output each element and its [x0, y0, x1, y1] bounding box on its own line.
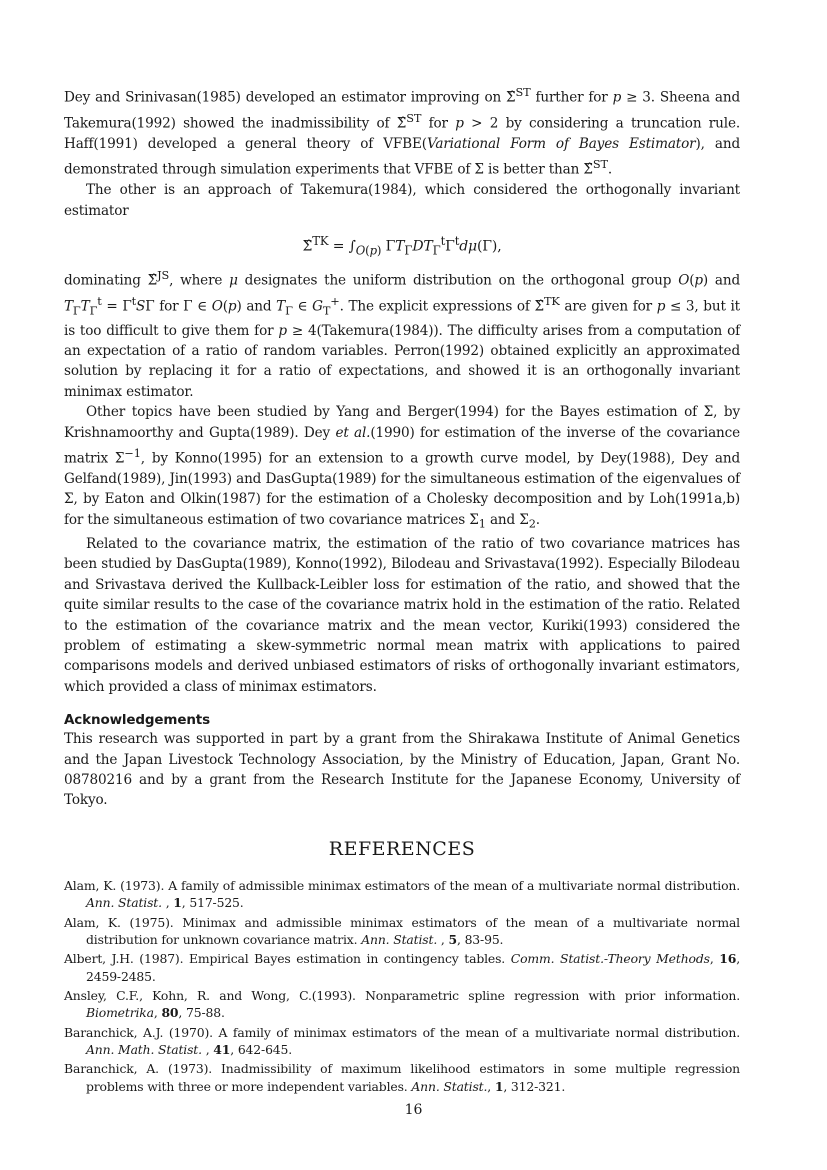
references-heading: REFERENCES	[328, 837, 476, 860]
paper-page	[64, 82, 740, 1097]
reference-item: Alam, K. (1973). A family of admissible minimax estimators of the mean of a multivariate normal distribution. Ann. Statist. , 1, 517-525.	[64, 877, 740, 911]
paragraph-1: Dey and Srinivasan(1985) developed an estimator improving on Σ̂$^{ST}$ further for p ≥ 3. Sheena and Takemura(1992) showed the inadmissibility of Σ̂$^{ST}$ for p > 2 by considering a truncation rule. Haff(1991) developed a general theory of VFBE(Variational Form of Bayes Estimator), and demonstrated through simulation experiments that VFBE of Σ is better than Σ̂$^{ST}$.	[64, 85, 741, 178]
page-number: 16	[404, 1102, 423, 1118]
reference-item: Baranchick, A.J. (1970). A family of minimax estimators of the mean of a multivariate normal distribution. Ann. Math. Statist. , 41, 642-645.	[64, 1024, 740, 1058]
equation-sigma-tk: Σ̂$^{TK}$ = $\int_{O(p)}$ $\Gamma T_\Gamma DT_\Gamma^t\Gamma^td\mu(\Gamma)$,	[302, 234, 502, 258]
acknowledgements-text: This research was supported in part by a grant from the Shirakawa Institute of Animal Genetics and the Japan Livestock Technology Association, by the Ministry of Education, Japan, Grant No. 08780216 and by a grant from the Research Institute for the Japanese Economy, University of Tokyo.	[64, 731, 740, 809]
reference-item: Baranchick, A. (1973). Inadmissibility of maximum likelihood estimators in some multiple regression problems with three or more independent variables. Ann. Statist., 1, 312-321.	[64, 1061, 740, 1094]
paragraph-2: The other is an approach of Takemura(1984), which considered the orthogonally invariant estimator	[64, 182, 740, 219]
reference-item: Albert, J.H. (1987). Empirical Bayes estimation in contingency tables. Comm. Statist.-Theory Methods, 16, 2459-2485.	[64, 951, 740, 984]
reference-item: Ansley, C.F., Kohn, R. and Wong, C.(1993). Nonparametric spline regression with prior information. Biometrika, 80, 75-88.	[64, 987, 740, 1021]
references-list	[64, 877, 740, 1096]
reference-item: Alam, K. (1975). Minimax and admissible minimax estimators of the mean of a multivariate normal distribution for unknown covariance matrix. Ann. Statist. , 5, 83-95.	[64, 914, 740, 948]
paragraph-4: Other topics have been studied by Yang and Berger(1994) for the Bayes estimation of Σ, by Krishnamoorthy and Gupta(1989). Dey et al.(1990) for estimation of the inverse of the covariance matrix $\Sigma^{-1}$, by Konno(1995) for an extension to a growth curve model, by Dey(1988), Dey and Gelfand(1989), Jin(1993) and DasGupta(1989) for the simultaneous estimation of the eigenvalues of Σ, by Eaton and Olkin(1987) for the estimation of a Cholesky decomposition and by Loh(1991a,b) for the simultaneous estimation of two covariance matrices $\Sigma_1$ and $\Sigma_2$.	[64, 404, 740, 531]
acknowledgements-heading: Acknowledgements	[64, 712, 210, 729]
paragraph-5: Related to the covariance matrix, the estimation of the ratio of two covariance matrices has been studied by DasGupta(1989), Konno(1992), Bilodeau and Srivastava(1992). Especially Bilodeau and Srivastava derived the Kullback-Leibler loss for estimation of the ratio, and showed that the quite similar results to the case of the covariance matrix hold in the estimation of the ratio. Related to the estimation of the covariance matrix and the mean vector, Kuriki(1993) considered the problem of estimating a skew-symmetric normal mean matrix with applications to paired comparisons models and derived unbiased estimators of risks of orthogonally invariant estimators, which provided a class of minimax estimators.	[64, 535, 740, 695]
paragraph-3: dominating Σ̂$^{JS}$, where μ designates the uniform distribution on the orthogonal group O(p) and $T_\Gamma T_\Gamma^t = \Gamma^tS\Gamma$ for Γ ∈ O(p) and $T_\Gamma$ ∈ $G_T^+$. The explicit expressions of Σ̂$^{TK}$ are given for p ≤ 3, but it is too difficult to give them for p ≥ 4(Takemura(1984)). The difficulty arises from a computation of an expectation of a ratio of random variables. Perron(1992) obtained explicitly an approximated solution by replacing it for a ratio of expectations, and showed it is an orthogonally invariant minimax estimator.	[64, 268, 741, 400]
